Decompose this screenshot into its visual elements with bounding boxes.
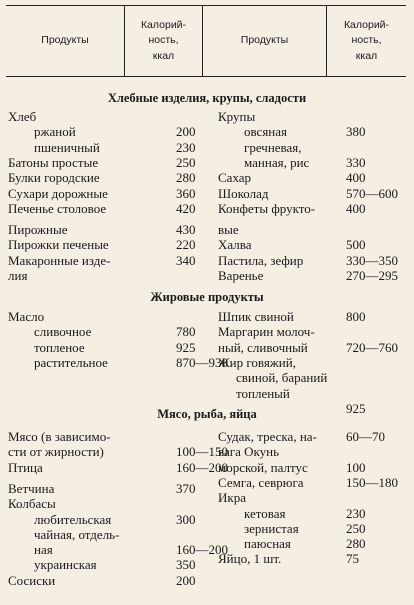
left-meat-calories-3: 370 — [176, 480, 196, 496]
right-meat-calories-8: 75 — [346, 551, 359, 567]
right-bakery-calories-8: 500 — [346, 237, 366, 253]
left-bakery-product-7: Пирожные — [8, 222, 68, 238]
left-bakery-product-0: Хлеб — [8, 109, 37, 124]
right-fats-calories-6: 925 — [346, 400, 366, 416]
header-products-left: Продукты — [41, 34, 89, 47]
header-calories-right: Калорий- ность, ккал — [326, 6, 406, 76]
right-fats-product-1: Маргарин молоч- — [218, 324, 315, 340]
section-title-fats: Жировые продукты — [150, 290, 264, 304]
right-meat-product-0: Судак, треска, на- — [218, 429, 317, 444]
left-meat-product-9: Сосиски — [8, 572, 56, 588]
right-bakery-calories-3: 330 — [346, 154, 366, 170]
right-bakery-calories-10: 270—295 — [346, 268, 398, 283]
right-bakery-product-4: Сахар — [218, 170, 252, 186]
left-meat-product-5: любительская — [34, 511, 112, 527]
right-meat-product-2: морской, палтус — [218, 459, 308, 475]
right-meat-product-3: Семга, севрюга — [218, 474, 304, 490]
left-meat-product-4: Колбасы — [8, 496, 56, 512]
left-meat-calories-8: 350 — [176, 557, 196, 573]
right-meat-product-7: паюсная — [244, 536, 291, 552]
right-meat-product-4: Икра — [218, 490, 246, 506]
left-bakery-product-6: Печенье столовое — [8, 200, 107, 216]
right-bakery-calories-4: 400 — [346, 170, 366, 186]
left-meat-product-2: Птица — [8, 459, 43, 475]
left-meat-calories-9: 200 — [176, 572, 196, 588]
left-bakery-product-8: Пирожки печеные — [8, 237, 109, 253]
right-bakery-product-2: гречневая, — [244, 139, 302, 155]
left-bakery-calories-4: 280 — [176, 170, 196, 186]
right-fats-product-2: ный, сливочный — [218, 339, 308, 355]
left-bakery-calories-6: 420 — [176, 200, 196, 216]
right-fats-calories-2: 720—760 — [346, 339, 398, 355]
right-bakery-product-6: Конфеты фрукто- — [218, 200, 316, 216]
left-bakery-calories-2: 230 — [176, 139, 196, 155]
left-fats-calories-1: 780 — [176, 324, 196, 340]
right-meat-calories-5: 230 — [346, 505, 366, 521]
left-fats-product-2: топленое — [34, 339, 85, 355]
left-meat-product-7: ная — [34, 542, 53, 558]
right-bakery-product-3: манная, рис — [244, 154, 310, 170]
left-meat-product-3: Ветчина — [8, 480, 55, 496]
right-bakery-product-1: овсяная — [244, 124, 288, 140]
right-meat-calories-3: 150—180 — [346, 474, 398, 490]
right-fats-product-3: Жир говяжий, — [218, 354, 296, 370]
right-meat-product-8: Яйцо, 1 шт. — [218, 551, 282, 567]
left-meat-calories-1: 100—150 — [176, 444, 228, 460]
right-bakery-calories-1: 380 — [346, 124, 366, 140]
left-bakery-calories-5: 360 — [176, 185, 196, 201]
left-bakery-calories-3: 250 — [176, 154, 196, 170]
right-meat-calories-7: 280 — [346, 536, 366, 552]
left-bakery-product-2: пшеничный — [34, 139, 100, 155]
left-bakery-calories-1: 200 — [176, 124, 196, 140]
left-bakery-product-5: Сухари дорожные — [8, 185, 108, 201]
left-bakery-product-4: Булки городские — [8, 170, 100, 186]
right-bakery-product-5: Шоколад — [218, 185, 269, 201]
section-title-bakery: Хлебные изделия, крупы, сладости — [107, 91, 307, 105]
section-title-meat: Мясо, рыба, яйца — [157, 407, 257, 421]
left-meat-product-0: Мясо (в зависимо- — [8, 429, 111, 444]
header-products-right: Продукты — [202, 6, 326, 76]
left-meat-calories-7: 160—200 — [176, 542, 228, 558]
right-bakery-product-0: Крупы — [218, 109, 256, 124]
left-bakery-calories-7: 430 — [176, 222, 196, 238]
left-bakery-product-1: ржаной — [34, 124, 76, 140]
left-bakery-product-3: Батоны простые — [8, 154, 99, 170]
left-fats-product-3: растительное — [34, 354, 108, 370]
left-meat-product-8: украинская — [34, 557, 97, 573]
right-fats-product-4: свиной, бараний — [236, 370, 328, 386]
left-meat-calories-5: 300 — [176, 511, 196, 527]
left-fats-product-1: сливочное — [34, 324, 92, 340]
left-meat-product-6: чайная, отдель- — [34, 526, 120, 542]
left-meat-calories-2: 160—200 — [176, 459, 228, 475]
left-bakery-product-10: лия — [8, 268, 28, 283]
right-bakery-product-7: вые — [218, 222, 239, 238]
right-bakery-product-8: Халва — [218, 237, 252, 253]
right-bakery-product-9: Пастила, зефир — [218, 252, 304, 268]
left-fats-calories-2: 925 — [176, 339, 196, 355]
right-bakery-calories-5: 570—600 — [346, 185, 398, 201]
right-meat-calories-6: 250 — [346, 520, 366, 536]
left-fats-product-0: Масло — [8, 309, 45, 324]
right-meat-calories-2: 100 — [346, 459, 366, 475]
right-meat-product-5: кетовая — [244, 505, 286, 521]
right-fats-calories-0: 800 — [346, 309, 366, 324]
right-fats-product-0: Шпик свиной — [218, 309, 294, 324]
right-meat-product-1: вага Окунь — [218, 444, 279, 460]
right-meat-calories-0: 60—70 — [346, 429, 385, 444]
table-header — [6, 5, 406, 77]
left-fats-calories-3: 870—930 — [176, 354, 228, 370]
right-bakery-calories-9: 330—350 — [346, 252, 398, 268]
left-bakery-product-9: Макаронные изде- — [8, 252, 111, 268]
right-meat-product-6: зернистая — [244, 520, 299, 536]
left-meat-product-1: сти от жирности) — [8, 444, 104, 460]
left-bakery-calories-9: 340 — [176, 252, 196, 268]
left-bakery-calories-8: 220 — [176, 237, 196, 253]
right-bakery-calories-6: 400 — [346, 200, 366, 216]
right-bakery-product-10: Варенье — [218, 268, 264, 283]
header-calories-left: Калорий- ность, ккал — [124, 6, 202, 76]
right-fats-product-5: топленый — [236, 385, 290, 401]
